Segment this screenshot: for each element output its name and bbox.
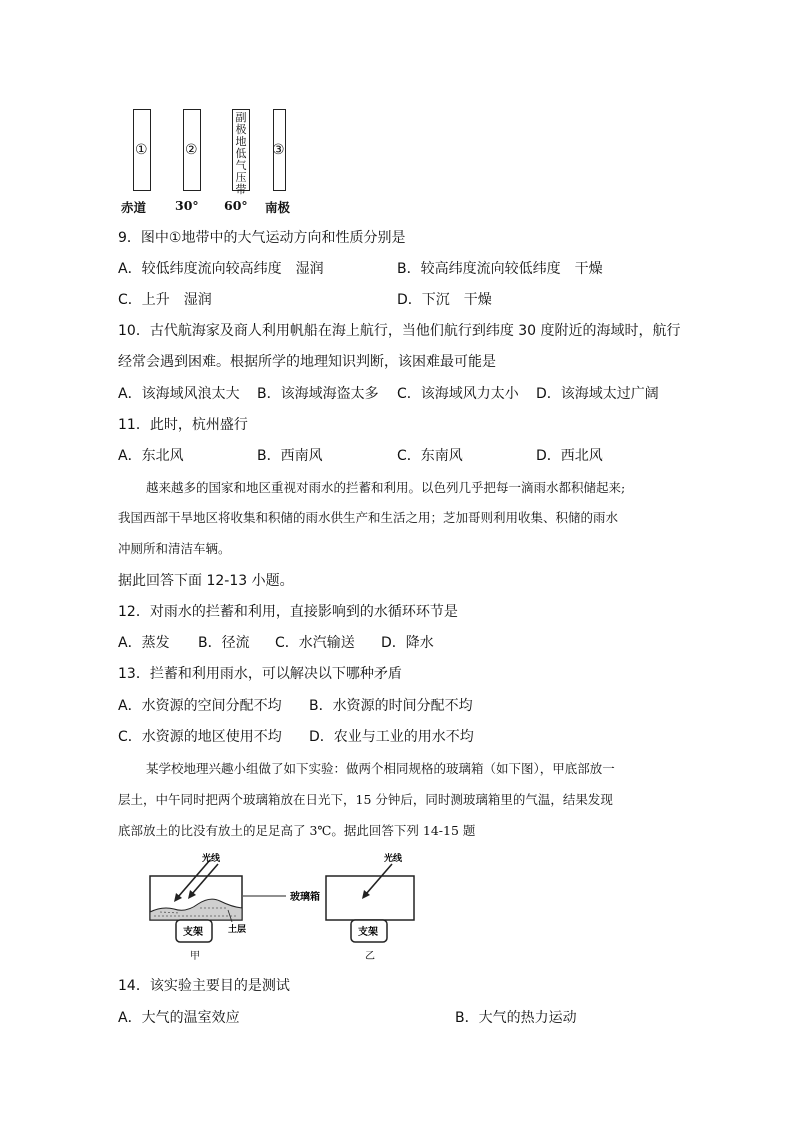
q13-option-b: B．水资源的时间分配不均 xyxy=(309,698,473,714)
q10-option-c: C．该海域风力太小 xyxy=(397,386,519,402)
axis-30: 30° xyxy=(175,198,199,213)
belt-label-2: ② xyxy=(185,142,198,158)
passage1-line1: 越来越多的国家和地区重视对雨水的拦蓄和利用。以色列几乎把每一滴雨水都积储起来; xyxy=(146,480,626,495)
soil-label: 土层 xyxy=(228,925,247,935)
q12-option-b: B．径流 xyxy=(198,635,250,651)
q11-option-b: B．西南风 xyxy=(257,448,323,464)
q10-option-d: D．该海域太过广阔 xyxy=(536,386,659,402)
q9-option-a: A．较低纬度流向较高纬度 湿润 xyxy=(118,261,324,277)
glass-box-label: 玻璃箱 xyxy=(290,892,320,903)
q11-stem: 11．此时，杭州盛行 xyxy=(118,417,248,433)
passage2-line2: 层土，中午同时把两个玻璃箱放在日光下，15 分钟后，同时测玻璃箱里的气温，结果发现 xyxy=(118,792,613,807)
passage2-line1: 某学校地理兴趣小组做了如下实验：做两个相同规格的玻璃箱（如下图），甲底部放一 xyxy=(146,761,615,776)
q9-option-c: C．上升 湿润 xyxy=(118,292,212,308)
stand-label-jia: 支架 xyxy=(183,927,203,938)
q13-option-c: C．水资源的地区使用不均 xyxy=(118,729,282,745)
q14-option-a: A．大气的温室效应 xyxy=(118,1010,240,1026)
axis-equator: 赤道 xyxy=(121,200,147,215)
q12-option-a: A．蒸发 xyxy=(118,635,170,651)
light-label-jia: 光线 xyxy=(202,854,221,864)
light-label-yi: 光线 xyxy=(384,854,403,864)
q14-option-b: B．大气的热力运动 xyxy=(455,1010,577,1026)
q9-stem: 9．图中①地带中的大气运动方向和性质分别是 xyxy=(118,230,406,246)
glass-box-yi xyxy=(326,876,414,920)
q9-option-b: B．较高纬度流向较低纬度 干燥 xyxy=(397,261,603,277)
q9-option-d: D．下沉 干燥 xyxy=(397,292,492,308)
q10-stem-line2: 经常会遇到困难。根据所学的地理知识判断，该困难最可能是 xyxy=(118,354,496,370)
q12-stem: 12．对雨水的拦蓄和利用，直接影响到的水循环环节是 xyxy=(118,604,458,620)
q11-option-d: D．西北风 xyxy=(536,448,603,464)
q10-stem-line1: 10．古代航海家及商人利用帆船在海上航行，当他们航行到纬度 30 度附近的海域时，航行 xyxy=(118,323,681,339)
q10-option-a: A．该海域风浪太大 xyxy=(118,386,240,402)
stand-label-yi: 支架 xyxy=(358,927,378,938)
q14-stem: 14．该实验主要目的是测试 xyxy=(118,978,290,994)
axis-south-pole: 南极 xyxy=(265,200,291,215)
passage1-note: 据此回答下面 12-13 小题。 xyxy=(118,573,294,589)
q11-option-c: C．东南风 xyxy=(397,448,463,464)
q12-option-d: D．降水 xyxy=(381,635,434,651)
passage2-line3: 底部放土的比没有放土的足足高了 3℃。据此回答下列 14-15 题 xyxy=(118,823,476,838)
label-yi: 乙 xyxy=(365,951,375,962)
belt-label-3: ③ xyxy=(272,142,285,158)
glass-box-experiment-diagram xyxy=(140,852,430,967)
q12-option-c: C．水汽输送 xyxy=(275,635,355,651)
axis-60: 60° xyxy=(224,198,248,213)
passage1-line2: 我国西部干旱地区将收集和积储的雨水供生产和生活之用；芝加哥则利用收集、积储的雨水 xyxy=(118,510,619,525)
q13-option-d: D．农业与工业的用水不均 xyxy=(309,729,474,745)
q10-option-b: B．该海域海盗太多 xyxy=(257,386,379,402)
q13-option-a: A．水资源的空间分配不均 xyxy=(118,698,282,714)
label-jia: 甲 xyxy=(190,951,200,962)
q13-stem: 13．拦蓄和利用雨水，可以解决以下哪种矛盾 xyxy=(118,666,402,682)
belt-label-1: ① xyxy=(135,142,148,158)
q11-option-a: A．东北风 xyxy=(118,448,184,464)
passage1-line3: 冲厕所和清洁车辆。 xyxy=(118,541,231,556)
subpolar-low-label: 副极地低气压带 xyxy=(235,111,247,196)
